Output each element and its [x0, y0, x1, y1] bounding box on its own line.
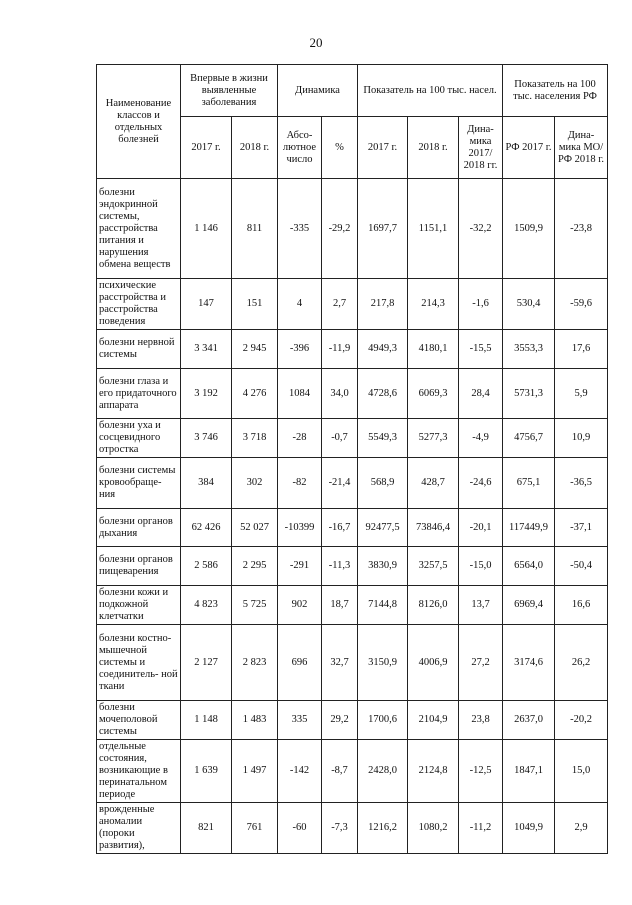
- cell-rf-2017: 6564,0: [503, 547, 555, 586]
- cell-percent: 18,7: [322, 586, 358, 625]
- cell-dynamics-mo-rf: 17,6: [555, 330, 608, 369]
- cell-percent: 32,7: [322, 625, 358, 701]
- cell-absolute: -291: [278, 547, 322, 586]
- header-rf-per-100k: Показатель на 100 тыс. населения РФ: [503, 65, 608, 117]
- cell-per100k-2018: 428,7: [408, 458, 459, 509]
- row-disease-name: болезни нервной системы: [97, 330, 181, 369]
- header-first-detected: Впервые в жизни выявленные заболевания: [181, 65, 278, 117]
- header-dynamics-2017-2018: Дина- мика 2017/ 2018 гг.: [459, 117, 503, 179]
- cell-absolute: 4: [278, 279, 322, 330]
- cell-percent: 29,2: [322, 701, 358, 740]
- cell-absolute: 902: [278, 586, 322, 625]
- cell-rf-2017: 3174,6: [503, 625, 555, 701]
- cell-2017: 1 148: [181, 701, 232, 740]
- header-per100k-2018: 2018 г.: [408, 117, 459, 179]
- cell-per100k-2018: 4006,9: [408, 625, 459, 701]
- cell-2018: 1 483: [232, 701, 278, 740]
- table-row: [97, 419, 608, 458]
- header-dynamics: Динамика: [278, 65, 358, 117]
- cell-absolute: -28: [278, 419, 322, 458]
- cell-dynamics-mo-rf: 10,9: [555, 419, 608, 458]
- cell-per100k-2018: 1080,2: [408, 803, 459, 854]
- cell-rf-2017: 3553,3: [503, 330, 555, 369]
- row-disease-name: болезни уха и сосцевидного отростка: [97, 419, 181, 458]
- cell-2018: 1 497: [232, 740, 278, 803]
- row-disease-name: болезни глаза и его придаточного аппарата: [97, 369, 181, 419]
- cell-rf-2017: 6969,4: [503, 586, 555, 625]
- cell-absolute: -335: [278, 179, 322, 279]
- cell-per100k-2017: 217,8: [358, 279, 408, 330]
- cell-rf-2017: 5731,3: [503, 369, 555, 419]
- header-absolute: Абсо- лютное число: [278, 117, 322, 179]
- row-disease-name: болезни мочеполовой системы: [97, 701, 181, 740]
- cell-percent: 34,0: [322, 369, 358, 419]
- cell-2017: 4 823: [181, 586, 232, 625]
- cell-per100k-2017: 3150,9: [358, 625, 408, 701]
- cell-per100k-2017: 5549,3: [358, 419, 408, 458]
- cell-percent: -11,9: [322, 330, 358, 369]
- row-disease-name: болезни системы кровообраще- ния: [97, 458, 181, 509]
- table-row: [97, 179, 608, 279]
- cell-2017: 2 127: [181, 625, 232, 701]
- row-disease-name: болезни эндокринной системы, расстройства питания и нарушения обмена веществ: [97, 179, 181, 279]
- header-percent: %: [322, 117, 358, 179]
- cell-2017: 147: [181, 279, 232, 330]
- cell-dynamics: -1,6: [459, 279, 503, 330]
- cell-2017: 3 341: [181, 330, 232, 369]
- cell-percent: -29,2: [322, 179, 358, 279]
- cell-dynamics-mo-rf: -37,1: [555, 509, 608, 547]
- cell-2018: 4 276: [232, 369, 278, 419]
- table-row: [97, 458, 608, 509]
- cell-rf-2017: 1847,1: [503, 740, 555, 803]
- cell-2017: 62 426: [181, 509, 232, 547]
- cell-percent: -0,7: [322, 419, 358, 458]
- cell-dynamics-mo-rf: -36,5: [555, 458, 608, 509]
- cell-2017: 3 192: [181, 369, 232, 419]
- cell-per100k-2017: 92477,5: [358, 509, 408, 547]
- cell-absolute: 696: [278, 625, 322, 701]
- row-disease-name: отдельные состояния, возникающие в перинатальном периоде: [97, 740, 181, 803]
- cell-2018: 5 725: [232, 586, 278, 625]
- header-dynamics-mo-rf: Дина- мика МО/ РФ 2018 г.: [555, 117, 608, 179]
- cell-2018: 302: [232, 458, 278, 509]
- row-disease-name: врожденные аномалии (пороки развития),: [97, 803, 181, 854]
- row-disease-name: психические расстройства и расстройства поведения: [97, 279, 181, 330]
- page-number: 20: [309, 35, 323, 50]
- cell-per100k-2017: 4949,3: [358, 330, 408, 369]
- cell-dynamics-mo-rf: 26,2: [555, 625, 608, 701]
- cell-rf-2017: 2637,0: [503, 701, 555, 740]
- cell-rf-2017: 1509,9: [503, 179, 555, 279]
- cell-absolute: -142: [278, 740, 322, 803]
- cell-2017: 384: [181, 458, 232, 509]
- cell-dynamics: 27,2: [459, 625, 503, 701]
- cell-dynamics: 28,4: [459, 369, 503, 419]
- header-per100k-2017: 2017 г.: [358, 117, 408, 179]
- cell-2018: 52 027: [232, 509, 278, 547]
- cell-absolute: -396: [278, 330, 322, 369]
- table-row: [97, 547, 608, 586]
- table-row: [97, 701, 608, 740]
- table-row: [97, 803, 608, 854]
- table-header-row: [97, 65, 608, 117]
- cell-per100k-2018: 4180,1: [408, 330, 459, 369]
- cell-per100k-2017: 4728,6: [358, 369, 408, 419]
- header-per-100k: Показатель на 100 тыс. насел.: [358, 65, 503, 117]
- cell-per100k-2018: 5277,3: [408, 419, 459, 458]
- cell-dynamics: -11,2: [459, 803, 503, 854]
- cell-dynamics: -32,2: [459, 179, 503, 279]
- cell-per100k-2018: 214,3: [408, 279, 459, 330]
- cell-per100k-2017: 1700,6: [358, 701, 408, 740]
- cell-per100k-2017: 1216,2: [358, 803, 408, 854]
- cell-per100k-2017: 568,9: [358, 458, 408, 509]
- cell-dynamics-mo-rf: 16,6: [555, 586, 608, 625]
- cell-dynamics-mo-rf: -23,8: [555, 179, 608, 279]
- row-disease-name: болезни органов дыхания: [97, 509, 181, 547]
- cell-dynamics-mo-rf: 2,9: [555, 803, 608, 854]
- cell-2018: 151: [232, 279, 278, 330]
- table-row: [97, 279, 608, 330]
- table-row: [97, 330, 608, 369]
- table-row: [97, 625, 608, 701]
- cell-dynamics: -12,5: [459, 740, 503, 803]
- cell-2018: 2 945: [232, 330, 278, 369]
- cell-2017: 1 639: [181, 740, 232, 803]
- cell-per100k-2018: 73846,4: [408, 509, 459, 547]
- cell-percent: -11,3: [322, 547, 358, 586]
- cell-2017: 821: [181, 803, 232, 854]
- cell-dynamics: -15,5: [459, 330, 503, 369]
- cell-percent: -16,7: [322, 509, 358, 547]
- header-disease-name: Наименование классов и отдельных болезней: [97, 65, 181, 179]
- cell-dynamics: 23,8: [459, 701, 503, 740]
- cell-dynamics: -4,9: [459, 419, 503, 458]
- header-2018: 2018 г.: [232, 117, 278, 179]
- cell-per100k-2017: 3830,9: [358, 547, 408, 586]
- cell-per100k-2018: 8126,0: [408, 586, 459, 625]
- table-row: [97, 369, 608, 419]
- cell-rf-2017: 117449,9: [503, 509, 555, 547]
- cell-2017: 3 746: [181, 419, 232, 458]
- cell-percent: -8,7: [322, 740, 358, 803]
- cell-rf-2017: 4756,7: [503, 419, 555, 458]
- cell-2017: 1 146: [181, 179, 232, 279]
- cell-per100k-2017: 7144,8: [358, 586, 408, 625]
- cell-per100k-2018: 3257,5: [408, 547, 459, 586]
- cell-dynamics-mo-rf: -20,2: [555, 701, 608, 740]
- row-disease-name: болезни органов пищеварения: [97, 547, 181, 586]
- cell-2018: 2 295: [232, 547, 278, 586]
- table-row: [97, 509, 608, 547]
- cell-absolute: 335: [278, 701, 322, 740]
- table-row: [97, 586, 608, 625]
- cell-dynamics: -24,6: [459, 458, 503, 509]
- cell-absolute: -60: [278, 803, 322, 854]
- cell-absolute: -82: [278, 458, 322, 509]
- row-disease-name: болезни костно- мышечной системы и соединитель- ной ткани: [97, 625, 181, 701]
- cell-dynamics-mo-rf: 15,0: [555, 740, 608, 803]
- cell-2018: 3 718: [232, 419, 278, 458]
- cell-rf-2017: 1049,9: [503, 803, 555, 854]
- cell-rf-2017: 530,4: [503, 279, 555, 330]
- table-row: [97, 740, 608, 803]
- disease-statistics-table: [96, 64, 608, 854]
- cell-absolute: 1084: [278, 369, 322, 419]
- cell-2018: 2 823: [232, 625, 278, 701]
- cell-per100k-2018: 6069,3: [408, 369, 459, 419]
- cell-percent: -7,3: [322, 803, 358, 854]
- cell-per100k-2018: 1151,1: [408, 179, 459, 279]
- cell-per100k-2018: 2124,8: [408, 740, 459, 803]
- cell-per100k-2017: 1697,7: [358, 179, 408, 279]
- cell-dynamics-mo-rf: -50,4: [555, 547, 608, 586]
- header-rf-2017: РФ 2017 г.: [503, 117, 555, 179]
- cell-percent: 2,7: [322, 279, 358, 330]
- cell-rf-2017: 675,1: [503, 458, 555, 509]
- cell-dynamics: -20,1: [459, 509, 503, 547]
- cell-per100k-2017: 2428,0: [358, 740, 408, 803]
- cell-dynamics-mo-rf: -59,6: [555, 279, 608, 330]
- cell-2018: 811: [232, 179, 278, 279]
- header-2017: 2017 г.: [181, 117, 232, 179]
- cell-per100k-2018: 2104,9: [408, 701, 459, 740]
- cell-dynamics: 13,7: [459, 586, 503, 625]
- cell-dynamics: -15,0: [459, 547, 503, 586]
- cell-dynamics-mo-rf: 5,9: [555, 369, 608, 419]
- cell-absolute: -10399: [278, 509, 322, 547]
- cell-2018: 761: [232, 803, 278, 854]
- row-disease-name: болезни кожи и подкожной клетчатки: [97, 586, 181, 625]
- cell-2017: 2 586: [181, 547, 232, 586]
- cell-percent: -21,4: [322, 458, 358, 509]
